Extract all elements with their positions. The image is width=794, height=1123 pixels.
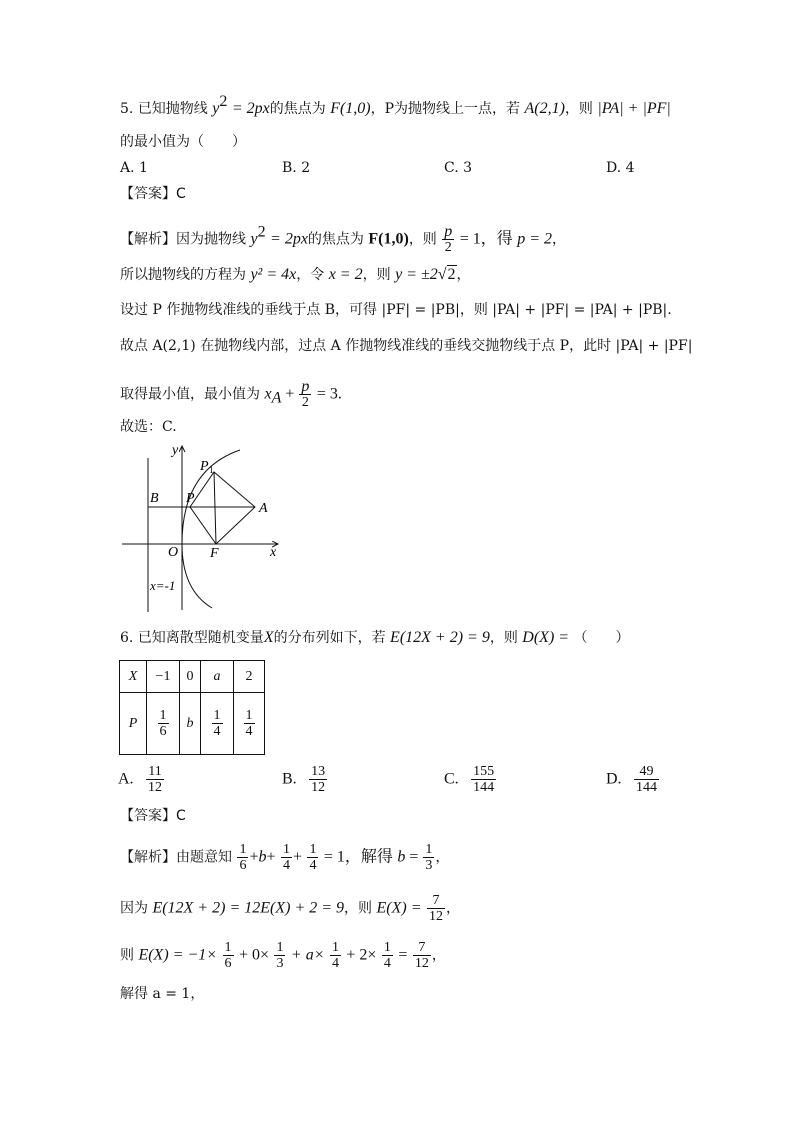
q5-solution-line4: 故点 A(2,1) 在抛物线内部，过点 A 作抛物线准线的垂线交抛物线于点 P，此时 |PA| + |PF| [120,338,693,354]
q5-option-d: D. 4 [606,160,635,176]
label-x: x [270,545,277,560]
q5-stem-line1: 5. 已知抛物线 $y^2 = 2px$的焦点为 F(1,0)，P为抛物线上一点，若 A(2,1)，则 |PA| + |PF| [120,93,671,117]
label-f: F [210,546,219,561]
label-p1-sub: 1 [209,465,214,475]
q6-answer: 【答案】C [120,808,186,824]
q6-solution-line3: 则 E(X) = −1× $\frac{1}{6}$ + 0× $\frac{1}{3}$ + a× $\frac{1}{4}$ + 2× $\frac{1}{4}$ = $\frac{7}{12}$ ， [120,940,446,971]
q6-option-a: A. $\frac{11}{12}$ [118,764,163,795]
q5-answer: 【答案】C [120,186,186,202]
label-p: P [186,491,195,506]
q5-parabola-figure [110,440,290,615]
label-o: O [168,545,179,560]
q5-solution-line6: 故选：C. [120,419,177,435]
q5-stem-line2: 的最小值为（ ） [120,134,246,150]
q5-solution-line5: 取得最小值，最小值为 $x_A$ + $\frac{p}{2}$ = 3. [120,378,342,410]
q5-option-a: A. 1 [120,160,148,176]
label-p1: P [200,459,209,474]
q6-number: 6. [120,630,134,646]
q6-option-b: B. $\frac{13}{12}$ [282,764,326,795]
q6-option-c: C. $\frac{155}{144}$ [444,764,495,795]
q6-option-d: D. $\frac{49}{144}$ [606,764,658,795]
q5-solution-line2: 所以抛物线的方程为 y² = 4x，令 x = 2，则 y = ±2√2， [120,266,471,283]
q6-distribution-table [119,660,265,755]
label-y: y [172,443,179,458]
label-b: B [150,491,159,506]
q5-solution-line3: 设过 P 作抛物线准线的垂线于点 B，可得 |PF| = |PB|，则 |PA| + |PF| = |PA| + |PB|. [120,302,672,318]
q6-solution-line4: 解得 a = 1， [120,986,205,1002]
q6-stem: 6. 已知离散型随机变量X的分布列如下，若 E(12X + 2) = 9，则 D(X) = （ ） [120,629,630,646]
q5-option-c: C. 3 [444,160,473,176]
label-a: A [259,501,268,516]
table-row: X −1 0 a 2 [120,661,265,693]
segment-p1-f [214,472,216,544]
q6-solution-line1: 【解析】由题意知 $\frac{1}{6}$ +b+ $\frac{1}{4}$ + $\frac{1}{4}$ = 1，解得 b = $\frac{1}{3}$ ， [120,842,450,873]
q6-solution-line2: 因为 E(12X + 2) = 12E(X) + 2 = 9，则 E(X) = $\frac{7}{12}$ ， [120,893,460,924]
q5-number: 5. [120,101,134,117]
label-directrix: x=-1 [150,578,176,593]
quad-p-p1-a-f [190,472,255,544]
q5-option-b: B. 2 [282,160,311,176]
table-row: P $\frac{1}{6}$ b $\frac{1}{4}$ $\frac{1}{4}$ [120,693,265,755]
q5-expr: |PA| + |PF| [597,100,671,117]
q5-solution-line1: 【解析】因为抛物线 $y^2 = 2px$的焦点为 F(1,0)，则 $\frac{p}{2}$ = 1，得 p = 2， [120,223,566,255]
